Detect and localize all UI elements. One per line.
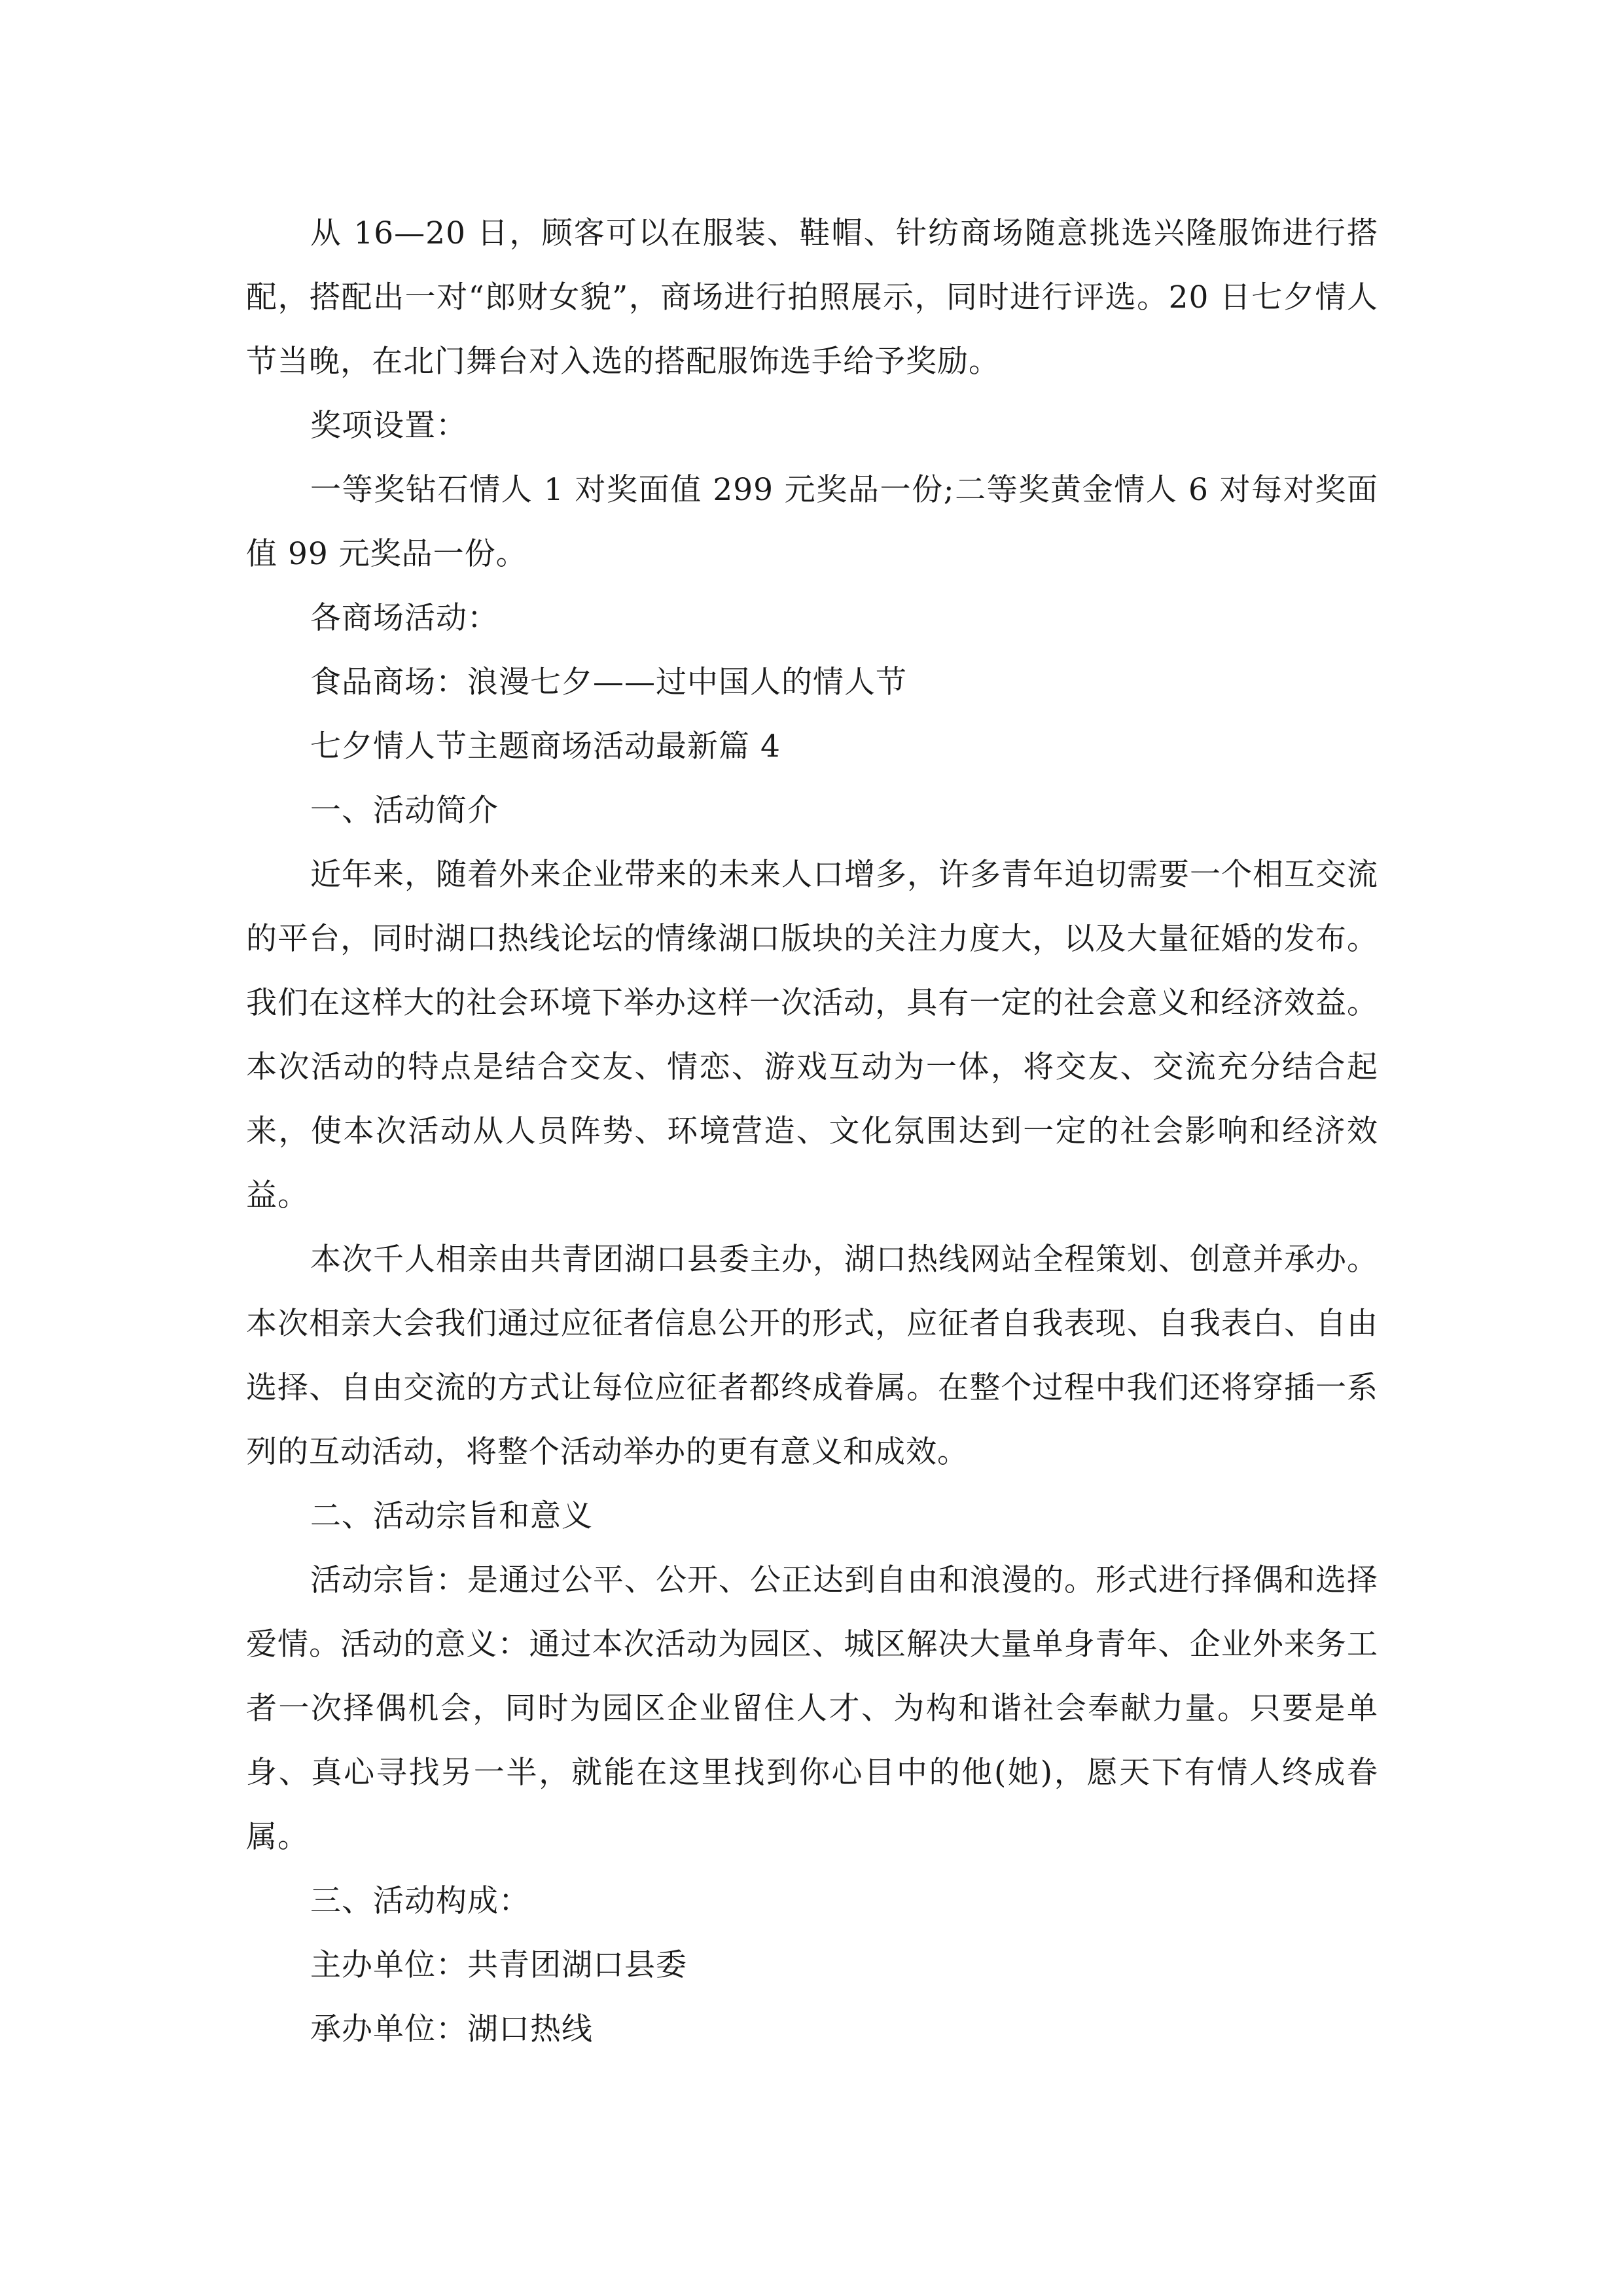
document-body xyxy=(246,202,1378,2062)
paragraph-award-details: 一等奖钻石情人 1 对奖面值 299 元奖品一份;二等奖黄金情人 6 对每对奖面值 99 元奖品一份。 xyxy=(246,472,1378,572)
paragraph-food-store: 食品商场：浪漫七夕——过中国人的情人节 xyxy=(310,664,907,700)
paragraph-heading-purpose: 二、活动宗旨和意义 xyxy=(310,1498,593,1534)
paragraph-award-heading: 奖项设置： xyxy=(310,408,467,444)
paragraph-host: 主办单位：共青团湖口县委 xyxy=(310,1947,687,1983)
paragraph-heading-intro: 一、活动简介 xyxy=(310,793,499,829)
paragraph-event-details: 从 16—20 日，顾客可以在服装、鞋帽、针纺商场随意挑选兴隆服饰进行搭配，搭配出一对“郎财女貌”，商场进行拍照展示，同时进行评选。20 日七夕情人节当晚，在北门舞台对入选的搭配服饰选手给予奖励。 xyxy=(246,215,1378,380)
paragraph-intro-body: 近年来，随着外来企业带来的未来人口增多，许多青年迫切需要一个相互交流的平台，同时湖口热线论坛的情缘湖口版块的关注力度大，以及大量征婚的发布。我们在这样大的社会环境下举办这样一次活动，具有一定的社会意义和经济效益。本次活动的特点是结合交友、情恋、游戏互动为一体，将交友、交流充分结合起来，使本次活动从人员阵势、环境营造、文化氛围达到一定的社会影响和经济效益。 xyxy=(246,857,1378,1213)
paragraph-store-activities: 各商场活动： xyxy=(310,600,499,636)
paragraph-heading-composition: 三、活动构成： xyxy=(310,1883,530,1919)
paragraph-purpose-body: 活动宗旨：是通过公平、公开、公正达到自由和浪漫的。形式进行择偶和选择爱情。活动的意义：通过本次活动为园区、城区解决大量单身青年、企业外来务工者一次择偶机会，同时为园区企业留住人才、为构和谐社会奉献力量。只要是单身、真心寻找另一半，就能在这里找到你心目中的他(她)，愿天下有情人终成眷属。 xyxy=(246,1562,1378,1855)
paragraph-organizer-body: 本次千人相亲由共青团湖口县委主办，湖口热线网站全程策划、创意并承办。本次相亲大会我们通过应征者信息公开的形式，应征者自我表现、自我表白、自由选择、自由交流的方式让每位应征者都终成眷属。在整个过程中我们还将穿插一系列的互动活动，将整个活动举办的更有意义和成效。 xyxy=(246,1242,1378,1470)
paragraph-section-title: 七夕情人节主题商场活动最新篇 4 xyxy=(310,728,781,764)
paragraph-co-host: 承办单位：湖口热线 xyxy=(310,2011,593,2047)
